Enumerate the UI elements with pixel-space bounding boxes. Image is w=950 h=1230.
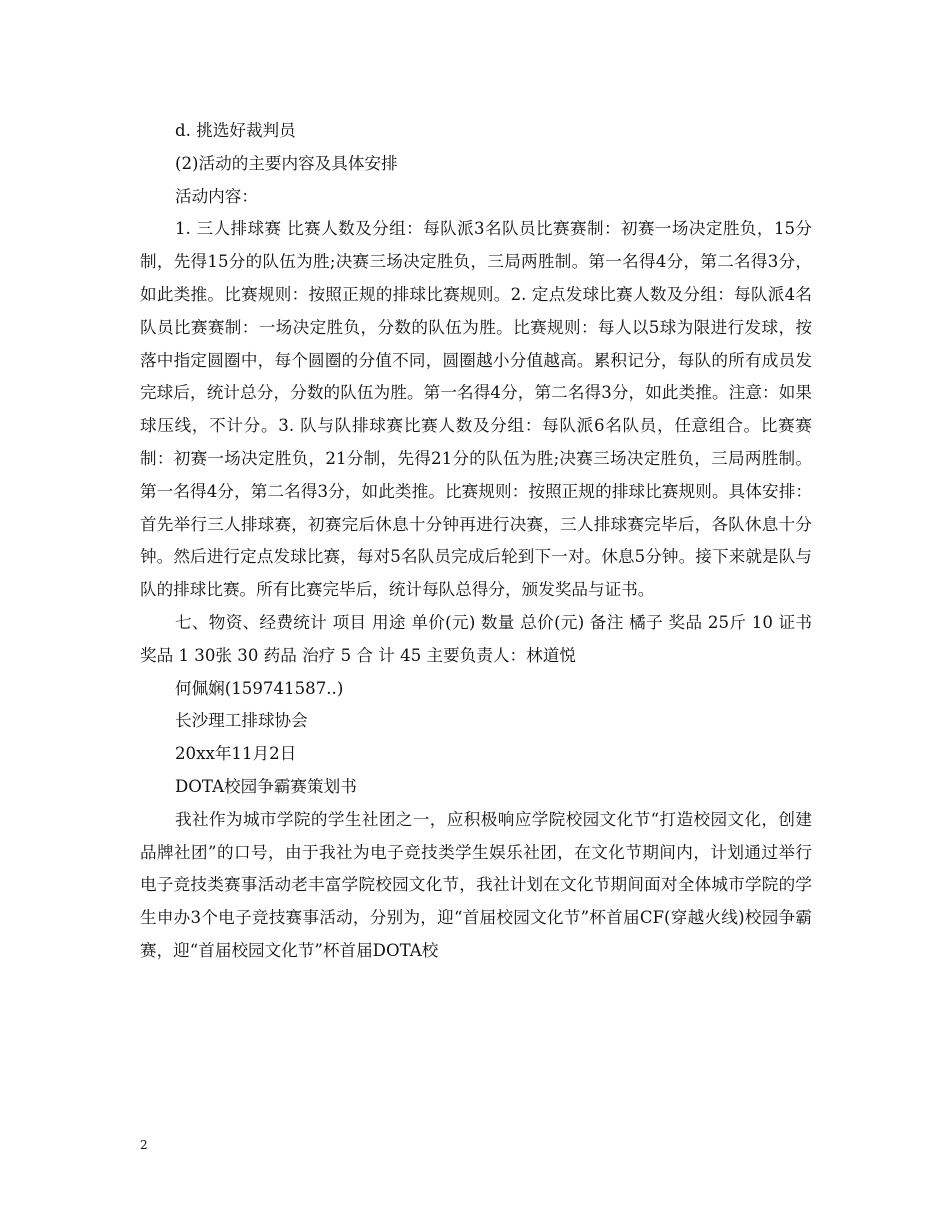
paragraph-organization: 长沙理工排球协会 — [175, 711, 308, 731]
page-number: 2 — [140, 1138, 148, 1152]
paragraph-activity-heading: (2)活动的主要内容及具体安排 — [175, 153, 398, 173]
paragraph-activity-content-label: 活动内容： — [175, 186, 258, 206]
paragraph-budget-summary: 七、物资、经费统计 项目 用途 单价(元) 数量 总价(元) 备注 橘子 奖品 25斤 10 证书 奖品 1 30张 30 药品 治疗 5 合 计 45 主要负责人：林道悦 — [140, 612, 812, 665]
paragraph-select-referees: d. 挑选好裁判员 — [175, 121, 296, 140]
page-body — [140, 115, 812, 968]
paragraph-dota-title: DOTA校园争霸赛策划书 — [175, 776, 357, 796]
paragraph-date: 20xx年11月2日 — [175, 744, 297, 764]
paragraph-competition-rules: 1. 三人排球赛 比赛人数及分组：每队派3名队员比赛赛制：初赛一场决定胜负，15分制，先得15分的队伍为胜;决赛三场决定胜负，三局两胜制。第一名得4分，第二名得3分，如此类推。比赛规则：按照正规的排球比赛规则。2. 定点发球比赛人数及分组：每队派4名队员比赛赛制：一场决定胜负，分数的队伍为胜。比赛规则：每人以5球为限进行发球，按落中指定圆圈中，每个圆圈的分值不同，圆圈越小分值越高。累积记分，每队的所有成员发完球后，统计总分，分数的队伍为胜。第一名得4分，第二名得3分，如此类推。注意：如果球压线，不计分。3. 队与队排球赛比赛人数及分组：每队派6名队员，任意组合。比赛赛制：初赛一场决定胜负，21分制，先得21分的队伍为胜;决赛三场决定胜负，三局两胜制。第一名得4分，第二名得3分，如此类推。比赛规则：按照正规的排球比赛规则。具体安排：首先举行三人排球赛，初赛完后休息十分钟再进行决赛，三人排球赛完毕后，各队休息十分钟。然后进行定点发球比赛，每对5名队员完成后轮到下一对。休息5分钟。接下来就是队与队的排球比赛。所有比赛完毕后，统计每队总得分，颁发奖品与证书。 — [140, 219, 812, 600]
paragraph-contact: 何佩娴(159741587..) — [175, 678, 344, 698]
paragraph-dota-intro: 我社作为城市学院的学生社团之一，应积极响应学院校园文化节“打造校园文化，创建品牌社团”的口号，由于我社为电子竞技类学生娱乐社团，在文化节期间内，计划通过举行电子竞技类赛事活动老丰富学院校园文化节，我社计划在文化节期间面对全体城市学院的学生申办3个电子竞技赛事活动，分别为，迎“首届校园文化节”杯首届CF(穿越火线)校园争霸赛，迎“首届校园文化节”杯首届DOTA校 — [140, 809, 812, 960]
